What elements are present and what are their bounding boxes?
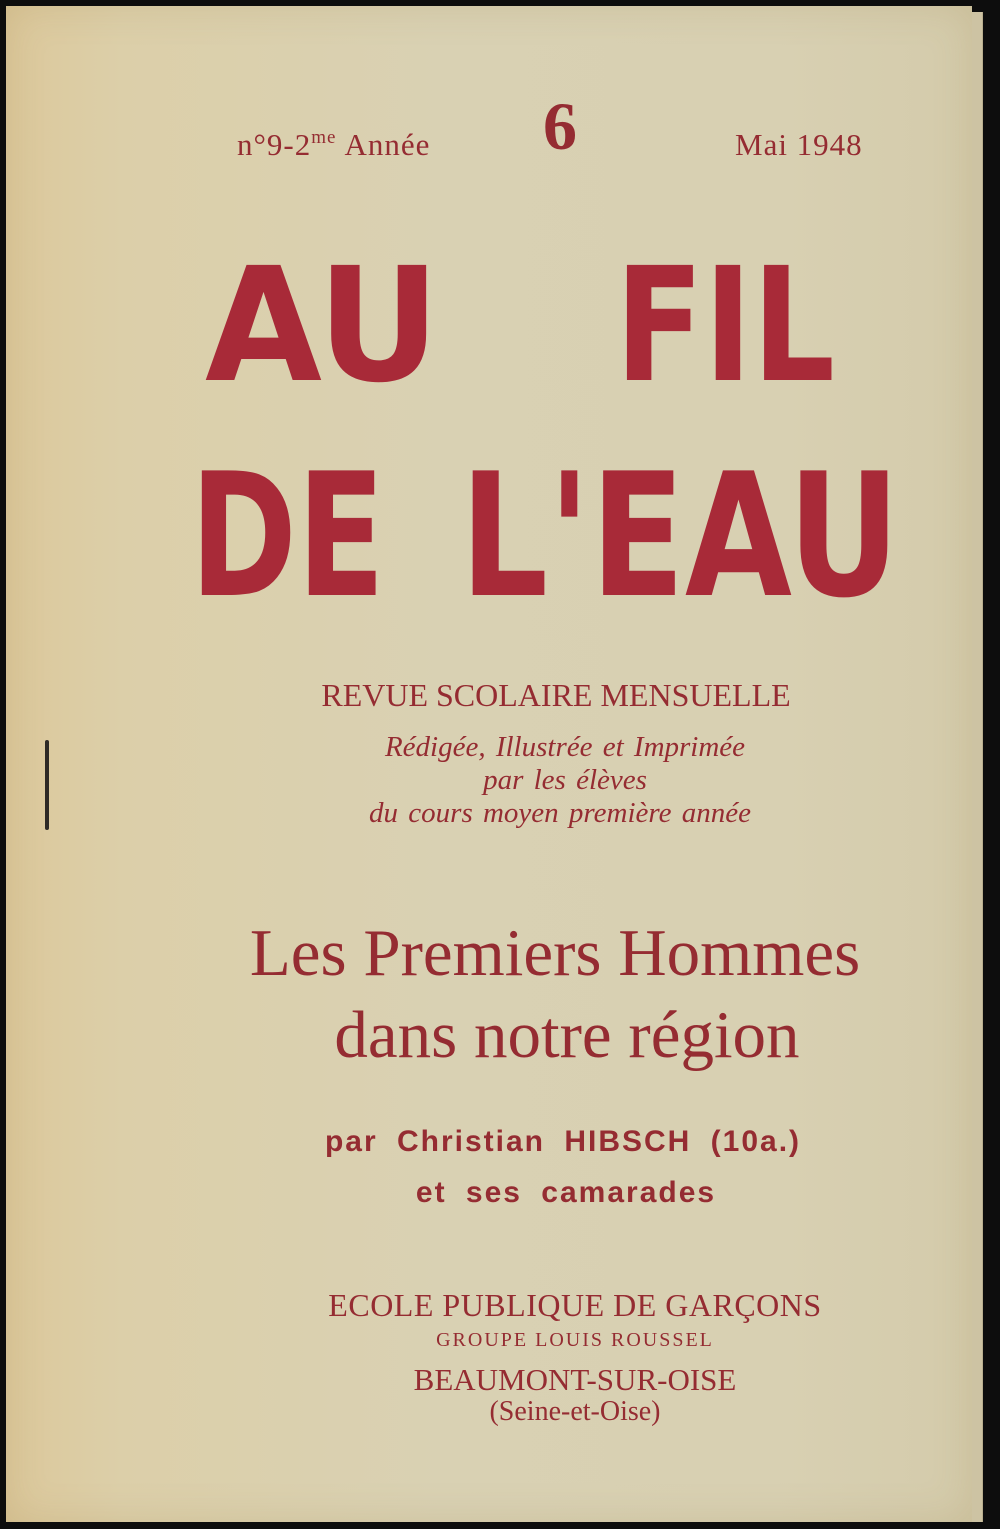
school-group: GROUPE LOUIS ROUSSEL <box>436 1329 714 1351</box>
issue-superscript: me <box>311 127 337 148</box>
title-word-fil: FIL <box>615 234 835 418</box>
review-type: REVUE SCOLAIRE MENSUELLE <box>321 677 791 713</box>
school-name: ECOLE PUBLIQUE DE GARÇONS <box>328 1287 822 1323</box>
staple <box>45 740 49 830</box>
school-department: (Seine-et-Oise) <box>489 1396 661 1427</box>
school-town: BEAUMONT-SUR-OISE <box>413 1362 737 1397</box>
credit-line: Rédigée, Illustrée et Imprimée <box>384 731 746 763</box>
issue-date: Mai 1948 <box>735 127 863 162</box>
author-byline: par Christian HIBSCH (10a.) <box>324 1125 802 1158</box>
credit-line: par les élèves <box>483 764 647 796</box>
title-word-de: DE <box>190 437 385 636</box>
coauthors-byline: et ses camarades <box>415 1176 717 1209</box>
issue-prefix: n°9-2 <box>237 127 312 162</box>
feature-headline: Les Premiers Hommes <box>249 916 861 990</box>
title-word-au: AU <box>205 234 440 418</box>
page-number: 6 <box>543 88 577 164</box>
issue-number <box>237 129 430 160</box>
credit-line: du cours moyen première année <box>369 797 751 829</box>
title-word-leau: L'EAU <box>460 437 900 636</box>
feature-headline: dans notre région <box>334 998 800 1072</box>
issue-year-label: Année <box>344 127 431 162</box>
